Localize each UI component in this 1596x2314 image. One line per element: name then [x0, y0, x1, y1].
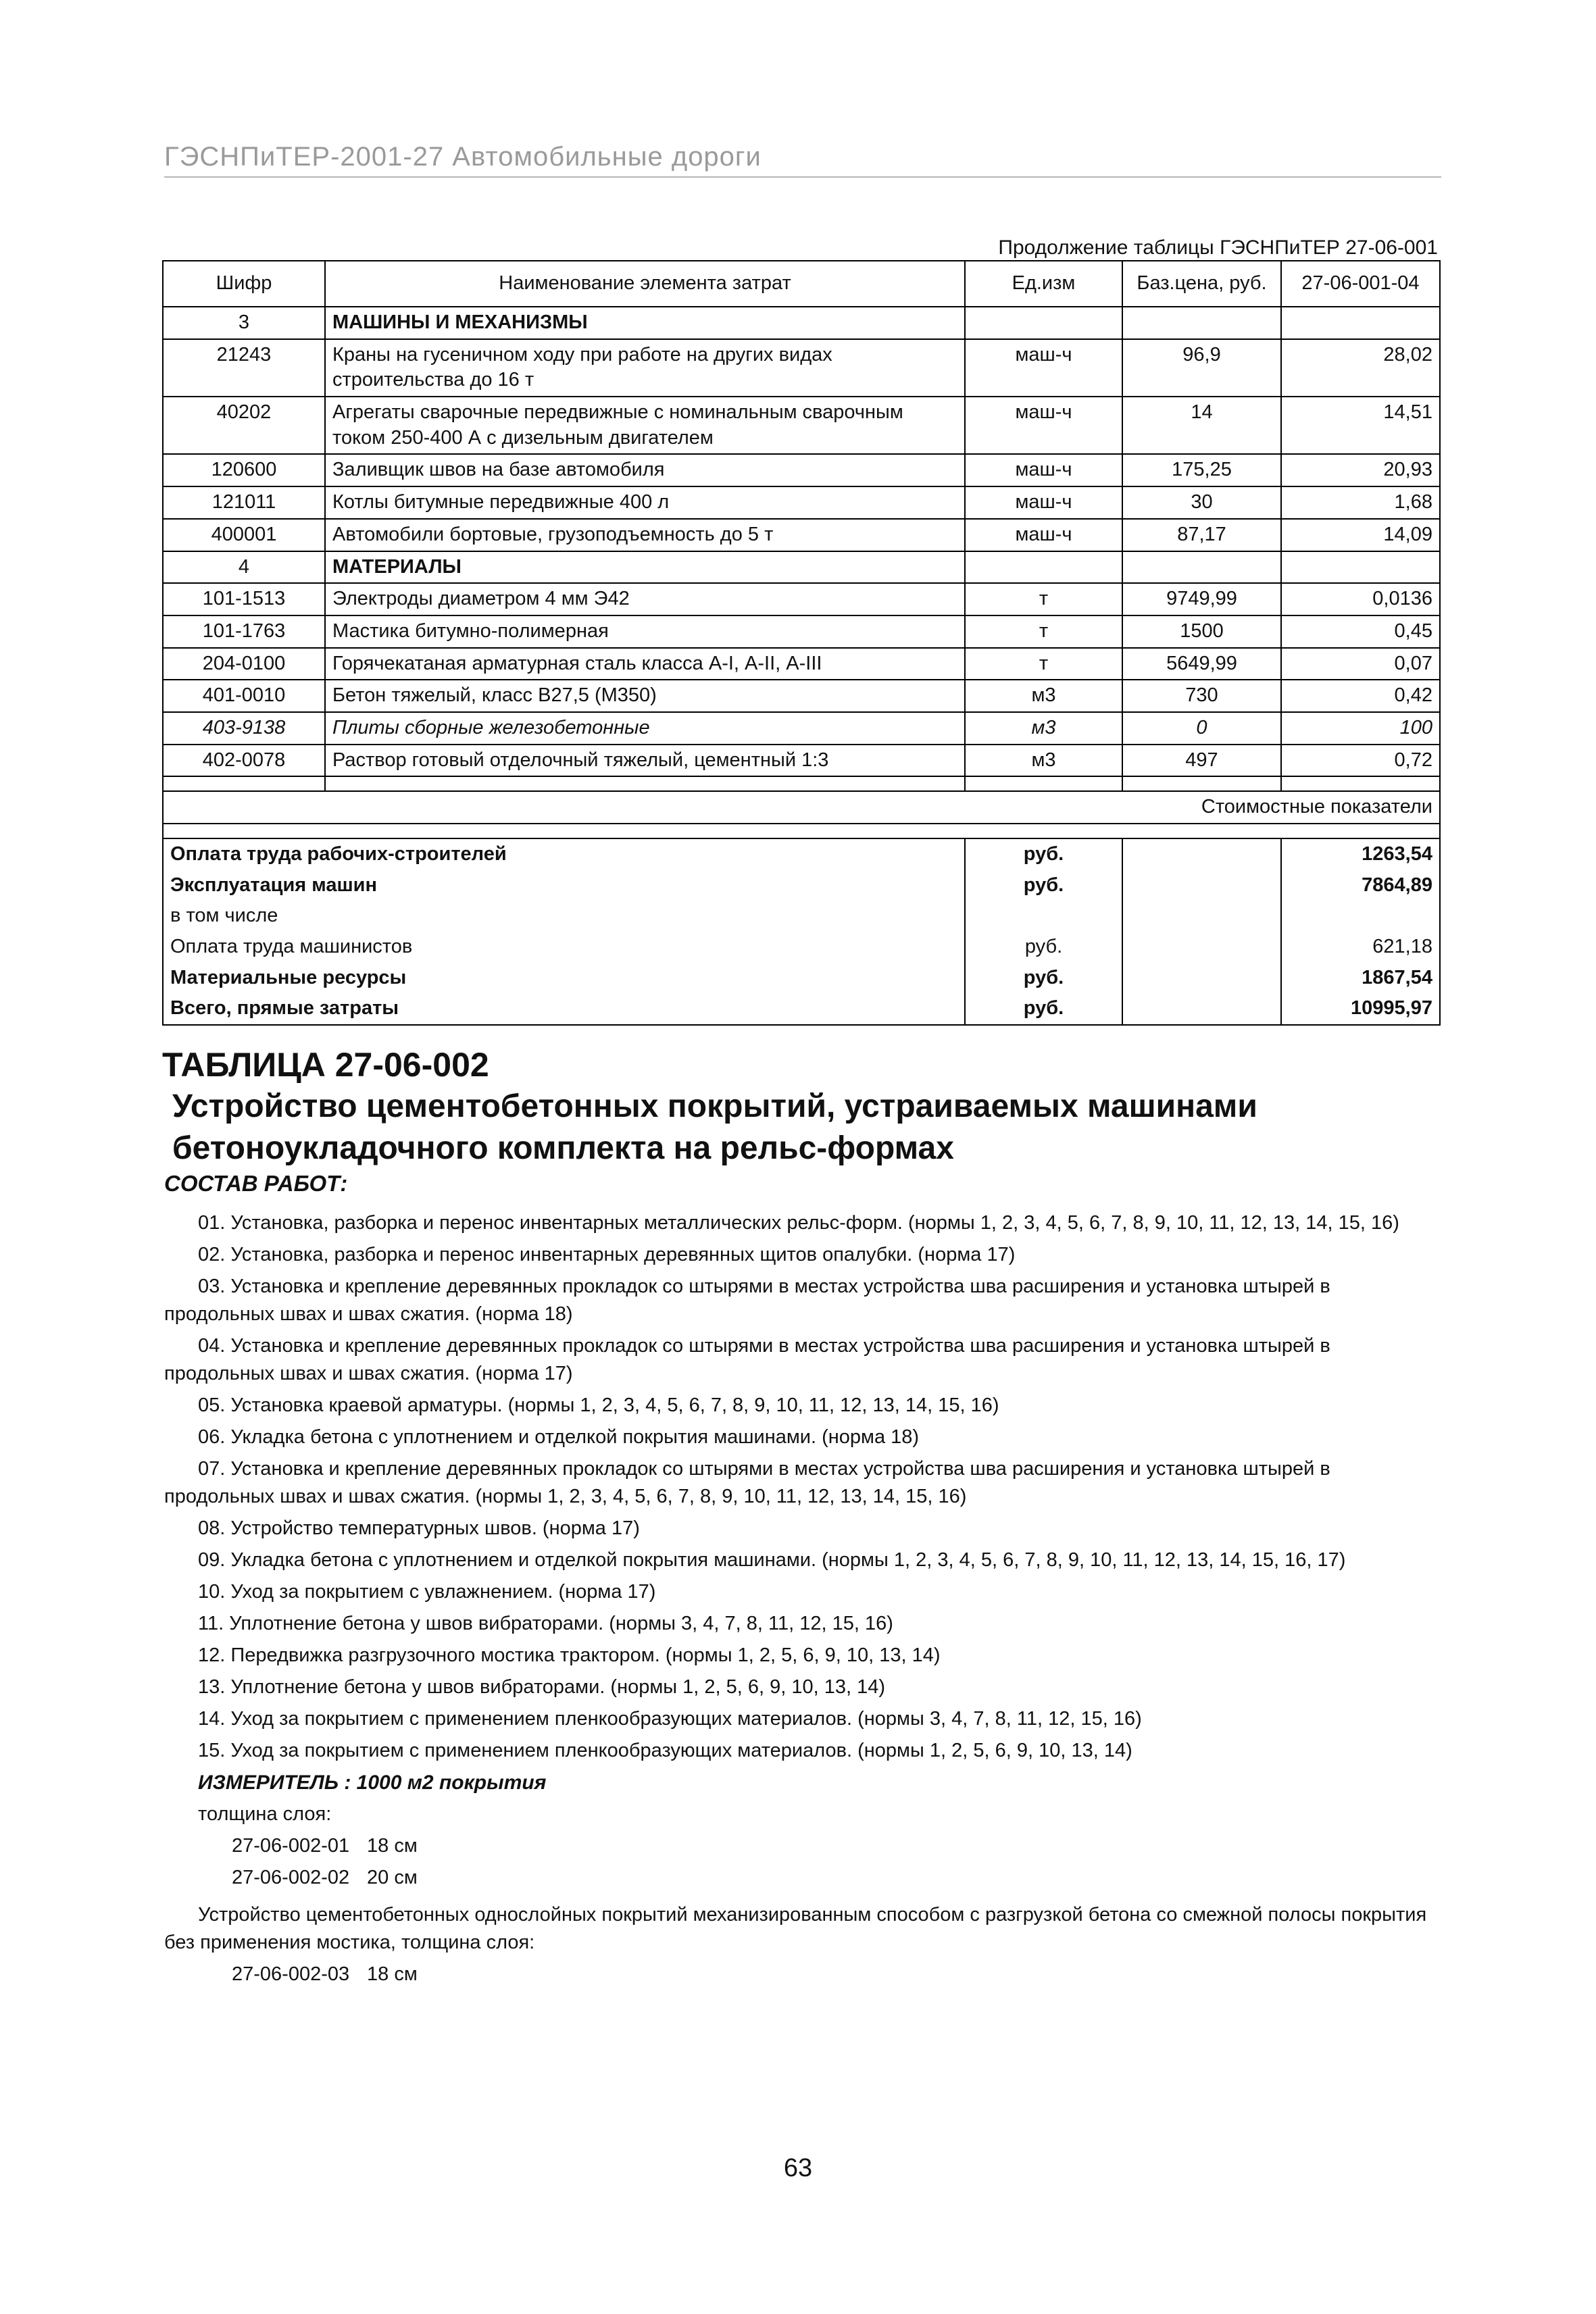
header-norm: 27-06-001-04: [1281, 261, 1440, 307]
norm-code: 27-06-002-02: [232, 1867, 350, 1888]
summary-label: Оплата труда рабочих-строителей: [163, 838, 965, 870]
works-label: СОСТАВ РАБОТ:: [164, 1171, 348, 1196]
summary-unit: руб.: [965, 932, 1122, 963]
row-code: 101-1513: [163, 583, 325, 615]
row-value: 14,51: [1281, 397, 1440, 454]
row-value: 1,68: [1281, 486, 1440, 519]
row-unit: м3: [965, 712, 1122, 745]
row-price: 9749,99: [1122, 583, 1281, 615]
row-unit: маш-ч: [965, 397, 1122, 454]
header-price: Баз.цена, руб.: [1122, 261, 1281, 307]
table-gap-row: [163, 824, 1440, 838]
row-name: Плиты сборные железобетонные: [325, 712, 965, 745]
table-row: [163, 486, 1440, 519]
row-code: 402-0078: [163, 745, 325, 777]
summary-row: [163, 901, 1440, 932]
row-price: 730: [1122, 680, 1281, 712]
list-item: 09. Укладка бетона с уплотнением и отделкой покрытия машинами. (нормы 1, 2, 3, 4, 5, 6, 7, 8, 9, 10, 11, 12, 13, 14, 15, 16, 17): [198, 1549, 1346, 1571]
row-price: 5649,99: [1122, 648, 1281, 680]
page-number: 63: [783, 2154, 813, 2182]
summary-header: Стоимостные показатели: [163, 791, 1440, 824]
summary-unit: [965, 901, 1122, 932]
row-value: 28,02: [1281, 339, 1440, 397]
summary-unit: руб.: [965, 993, 1122, 1025]
norm-code: 27-06-002-01: [232, 1835, 350, 1857]
norm-item: [164, 1832, 1441, 1860]
list-item: 05. Установка краевой арматуры. (нормы 1, 2, 3, 4, 5, 6, 7, 8, 9, 10, 11, 12, 13, 14, 15, 16): [198, 1394, 999, 1416]
row-name: Бетон тяжелый, класс В27,5 (М350): [325, 680, 965, 712]
norm-value: 18 см: [367, 1963, 418, 1985]
row-value: 14,09: [1281, 519, 1440, 551]
table-row: [163, 397, 1440, 454]
summary-row: [163, 838, 1440, 870]
row-price: 87,17: [1122, 519, 1281, 551]
row-code: 400001: [163, 519, 325, 551]
section-code: 3: [163, 307, 325, 339]
row-code: 401-0010: [163, 680, 325, 712]
row-unit: т: [965, 615, 1122, 648]
row-price: 14: [1122, 397, 1281, 454]
row-value: 0,42: [1281, 680, 1440, 712]
row-name: Краны на гусеничном ходу при работе на других видах строительства до 16 т: [325, 339, 965, 397]
summary-label: в том числе: [163, 901, 965, 932]
norm-list: [164, 1961, 1441, 1988]
list-item: 15. Уход за покрытием с применением пленкообразующих материалов. (нормы 1, 2, 5, 6, 9, 10, 13, 14): [198, 1740, 1132, 1761]
summary-label: Всего, прямые затраты: [163, 993, 965, 1025]
section-code: 4: [163, 551, 325, 584]
row-value: 100: [1281, 712, 1440, 745]
row-unit: м3: [965, 745, 1122, 777]
table-continuation-caption: Продолжение таблицы ГЭСНПиТЕР 27-06-001: [998, 236, 1438, 259]
table-row: [163, 712, 1440, 745]
works-list: [164, 1209, 1441, 1992]
list-item: 08. Устройство температурных швов. (норма 17): [198, 1517, 640, 1539]
summary-label: Материальные ресурсы: [163, 963, 965, 994]
list-item: 01. Установка, разборка и перенос инвентарных металлических рельс-форм. (нормы 1, 2, 3, 4, 5, 6, 7, 8, 9, 10, 11, 12, 13, 14, 15, 16): [198, 1212, 1399, 1234]
row-code: 101-1763: [163, 615, 325, 648]
section-row: [163, 307, 1440, 339]
row-unit: маш-ч: [965, 454, 1122, 486]
list-item: 03. Установка и крепление деревянных прокладок со штырями в местах устройства шва расширения и установка штырей в продольных швах и швах сжатия. (норма 18): [164, 1276, 1330, 1325]
list-item: 07. Установка и крепление деревянных прокладок со штырями в местах устройства шва расширения и установка штырей в продольных швах и швах сжатия. (нормы 1, 2, 3, 4, 5, 6, 7, 8, 9, 10, 11, 12, 13, 14, 15, 16): [164, 1458, 1330, 1507]
header-name: Наименование элемента затрат: [325, 261, 965, 307]
summary-unit: руб.: [965, 963, 1122, 994]
norm-value: 18 см: [367, 1835, 418, 1857]
table-row: [163, 680, 1440, 712]
summary-row: [163, 870, 1440, 901]
section-row: [163, 551, 1440, 584]
header-unit: Ед.изм: [965, 261, 1122, 307]
row-code: 204-0100: [163, 648, 325, 680]
table-row: [163, 648, 1440, 680]
row-unit: маш-ч: [965, 486, 1122, 519]
summary-label: Оплата труда машинистов: [163, 932, 965, 963]
row-value: 20,93: [1281, 454, 1440, 486]
summary-value: 1867,54: [1281, 963, 1440, 994]
list-item: 06. Укладка бетона с уплотнением и отделкой покрытия машинами. (норма 18): [198, 1426, 920, 1448]
meter: ИЗМЕРИТЕЛЬ : 1000 м2 покрытия: [198, 1771, 547, 1794]
row-name: Электроды диаметром 4 мм Э42: [325, 583, 965, 615]
summary-value: 1263,54: [1281, 838, 1440, 870]
row-code: 120600: [163, 454, 325, 486]
list-item: 13. Уплотнение бетона у швов вибраторами. (нормы 1, 2, 5, 6, 9, 10, 13, 14): [198, 1676, 886, 1698]
table-row: [163, 454, 1440, 486]
row-unit: т: [965, 648, 1122, 680]
row-code: 40202: [163, 397, 325, 454]
row-price: 175,25: [1122, 454, 1281, 486]
table-gap-row: [163, 776, 1440, 791]
list-item: 11. Уплотнение бетона у швов вибраторами. (нормы 3, 4, 7, 8, 11, 12, 15, 16): [198, 1613, 893, 1634]
summary-unit: руб.: [965, 870, 1122, 901]
thickness-label: толщина слоя:: [198, 1803, 332, 1825]
row-unit: маш-ч: [965, 519, 1122, 551]
norm-item: [164, 1961, 1441, 1988]
table-row: [163, 519, 1440, 551]
running-header: ГЭСНПиТЕР-2001-27 Автомобильные дороги: [164, 142, 1441, 178]
row-value: 0,72: [1281, 745, 1440, 777]
norm-item: [164, 1864, 1441, 1892]
summary-row: [163, 993, 1440, 1025]
row-price: 30: [1122, 486, 1281, 519]
row-unit: т: [965, 583, 1122, 615]
row-name: Агрегаты сварочные передвижные с номинальным сварочным током 250-400 А с дизельным двигателем: [325, 397, 965, 454]
summary-value: [1281, 901, 1440, 932]
variant-paragraph: Устройство цементобетонных однослойных покрытий механизированным способом с разгрузкой бетона со смежной полосы покрытия без применения мостика, толщина слоя:: [164, 1904, 1427, 1953]
row-unit: м3: [965, 680, 1122, 712]
norm-code: 27-06-002-03: [232, 1963, 350, 1985]
summary-value: 7864,89: [1281, 870, 1440, 901]
row-name: Заливщик швов на базе автомобиля: [325, 454, 965, 486]
list-item: 12. Передвижка разгрузочного мостика трактором. (нормы 1, 2, 5, 6, 9, 10, 13, 14): [198, 1644, 941, 1666]
summary-label: Эксплуатация машин: [163, 870, 965, 901]
row-value: 0,07: [1281, 648, 1440, 680]
row-price: 497: [1122, 745, 1281, 777]
list-item: 04. Установка и крепление деревянных прокладок со штырями в местах устройства шва расширения и установка штырей в продольных швах и швах сжатия. (норма 17): [164, 1335, 1330, 1384]
summary-row: [163, 963, 1440, 994]
list-item: 02. Установка, разборка и перенос инвентарных деревянных щитов опалубки. (норма 17): [198, 1244, 1016, 1265]
norm-value: 20 см: [367, 1867, 418, 1888]
table2-heading: [162, 1044, 1446, 1169]
table-header-row: [163, 261, 1440, 307]
summary-unit: руб.: [965, 838, 1122, 870]
table-row: [163, 339, 1440, 397]
summary-value: 10995,97: [1281, 993, 1440, 1025]
row-name: Раствор готовый отделочный тяжелый, цементный 1:3: [325, 745, 965, 777]
summary-row: [163, 932, 1440, 963]
table2-title: Устройство цементобетонных покрытий, устраиваемых машинами бетоноукладочного комплекта на рельс-формах: [172, 1088, 1257, 1166]
section-title: МАШИНЫ И МЕХАНИЗМЫ: [325, 307, 965, 339]
row-name: Горячекатаная арматурная сталь класса А-I, А-II, А-III: [325, 648, 965, 680]
row-unit: маш-ч: [965, 339, 1122, 397]
row-name: Мастика битумно-полимерная: [325, 615, 965, 648]
list-item: 10. Уход за покрытием с увлажнением. (норма 17): [198, 1581, 656, 1603]
section-title: МАТЕРИАЛЫ: [325, 551, 965, 584]
row-value: 0,0136: [1281, 583, 1440, 615]
summary-header-row: [163, 791, 1440, 824]
row-value: 0,45: [1281, 615, 1440, 648]
row-code: 21243: [163, 339, 325, 397]
row-price: 1500: [1122, 615, 1281, 648]
norm-list: [164, 1832, 1441, 1892]
row-name: Котлы битумные передвижные 400 л: [325, 486, 965, 519]
list-item: 14. Уход за покрытием с применением пленкообразующих материалов. (нормы 3, 4, 7, 8, 11, 12, 15, 16): [198, 1708, 1142, 1730]
row-name: Автомобили бортовые, грузоподъемность до 5 т: [325, 519, 965, 551]
row-code: 121011: [163, 486, 325, 519]
table-row: [163, 615, 1440, 648]
summary-value: 621,18: [1281, 932, 1440, 963]
row-price: 96,9: [1122, 339, 1281, 397]
table2-number: ТАБЛИЦА 27-06-002: [162, 1046, 489, 1084]
row-price: 0: [1122, 712, 1281, 745]
header-code: Шифр: [163, 261, 325, 307]
cost-table: [162, 260, 1441, 1026]
table-row: [163, 745, 1440, 777]
table-row: [163, 583, 1440, 615]
row-code: 403-9138: [163, 712, 325, 745]
